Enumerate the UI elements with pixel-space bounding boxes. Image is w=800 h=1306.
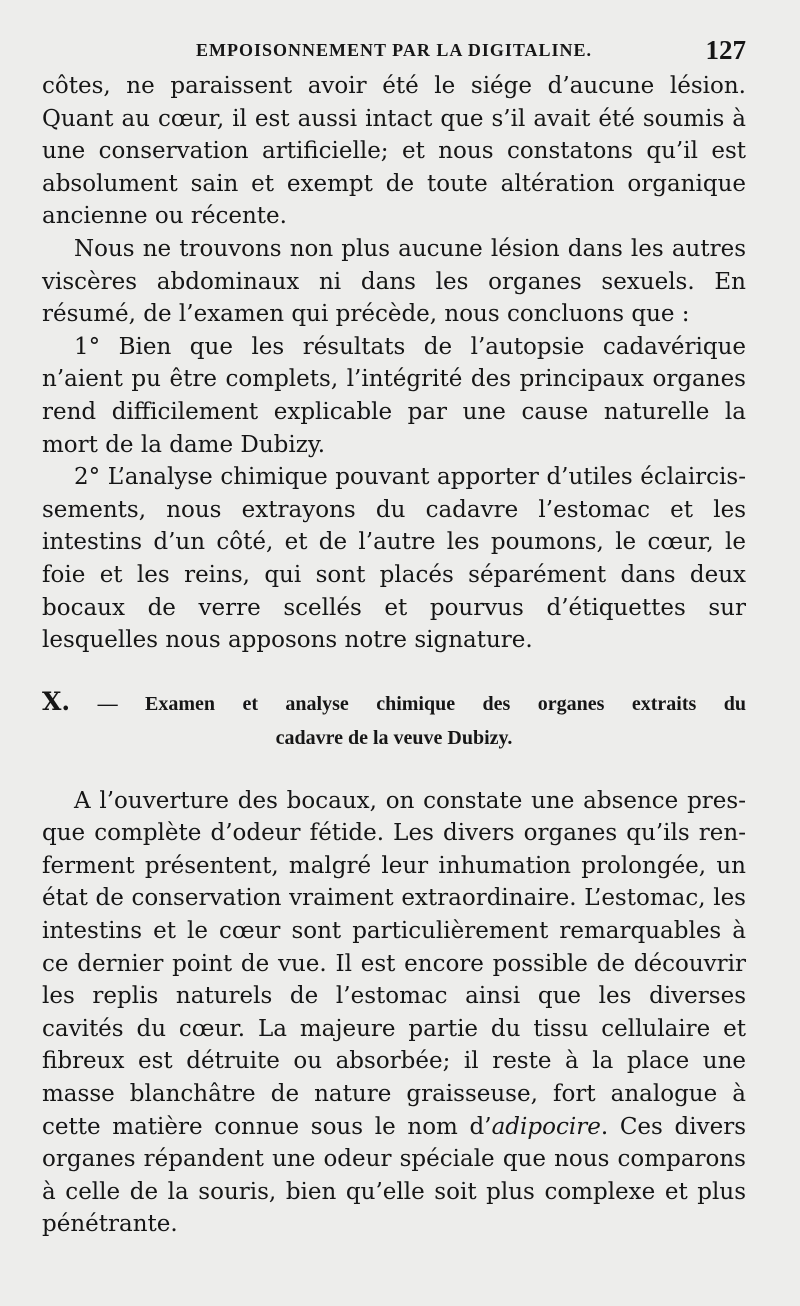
- page-number: 127: [705, 35, 746, 65]
- paragraph-heart-intact: côtes, ne paraissent avoir été le siége d’aucune lésion. Quant au cœur, il est aussi intact que s’il avait été soumis à une conservation artificielle; et nous constatons qu’il est absolument sain et exempt de toute altération organique ancienne ou récente.: [42, 73, 746, 230]
- section-heading-line-1: [42, 685, 746, 721]
- running-header: [42, 30, 746, 70]
- paragraph-opening-jars-text-2: . Ces divers organes répandent une odeur spéciale que nous comparons à celle de la souris, bien qu’elle soit plus complexe et plus pénétrante.: [42, 1113, 746, 1238]
- section-title-part-1: — Examen et analyse chimique des organes extraits du: [97, 692, 746, 715]
- section-number: X.: [42, 686, 71, 716]
- term-adipocire: adipocire: [491, 1113, 601, 1140]
- paragraph-opening-jars: [42, 785, 746, 1241]
- section-heading: [42, 685, 746, 755]
- paragraph-conclusion-2: 2° L’analyse chimique pouvant apporter d’utiles éclaircissements, nous extrayons du cadavre l’estomac et les intestins d’un côté, et de l’autre les poumons, le cœur, le foie et les reins, qui sont placés séparément dans deux bocaux de verre scellés et pourvus d’étiquettes sur lesquelles nous apposons notre signature.: [42, 464, 746, 654]
- running-title: EMPOISONNEMENT PAR LA DIGITALINE.: [195, 40, 593, 60]
- section-title-part-2: cadavre de la veuve Dubizy.: [275, 726, 513, 749]
- paragraph-conclusion-1: 1° Bien que les résultats de l’autopsie cadavérique n’aient pu être complets, l’intégrité des principaux organes rend difficilement explicable par une cause naturelle la mort de la dame Dubizy.: [42, 333, 746, 458]
- paragraph-no-lesion: Nous ne trouvons non plus aucune lésion dans les autres viscères abdominaux ni dans les organes sexuels. En résumé, de l’examen qui précède, nous concluons que :: [42, 235, 746, 328]
- paragraph-opening-jars-text-1: A l’ouverture des bocaux, on constate une absence presque complète d’odeur fétide. Les divers organes qu’ils renferment présentent, malgré leur inhumation prolongée, un état de conservation vraiment extraordinaire. L’estomac, les intestins et le cœur sont particulièrement remarquables à ce dernier point de vue. Il est encore possible de découvrir les replis naturels de l’estomac ainsi que les diverses cavités du cœur. La majeure partie du tissu cellulaire et fibreux est détruite ou absorbée; il reste à la place une masse blanchâtre de nature graisseuse, fort analogue à cette matière connue sous le nom d’: [42, 787, 746, 1140]
